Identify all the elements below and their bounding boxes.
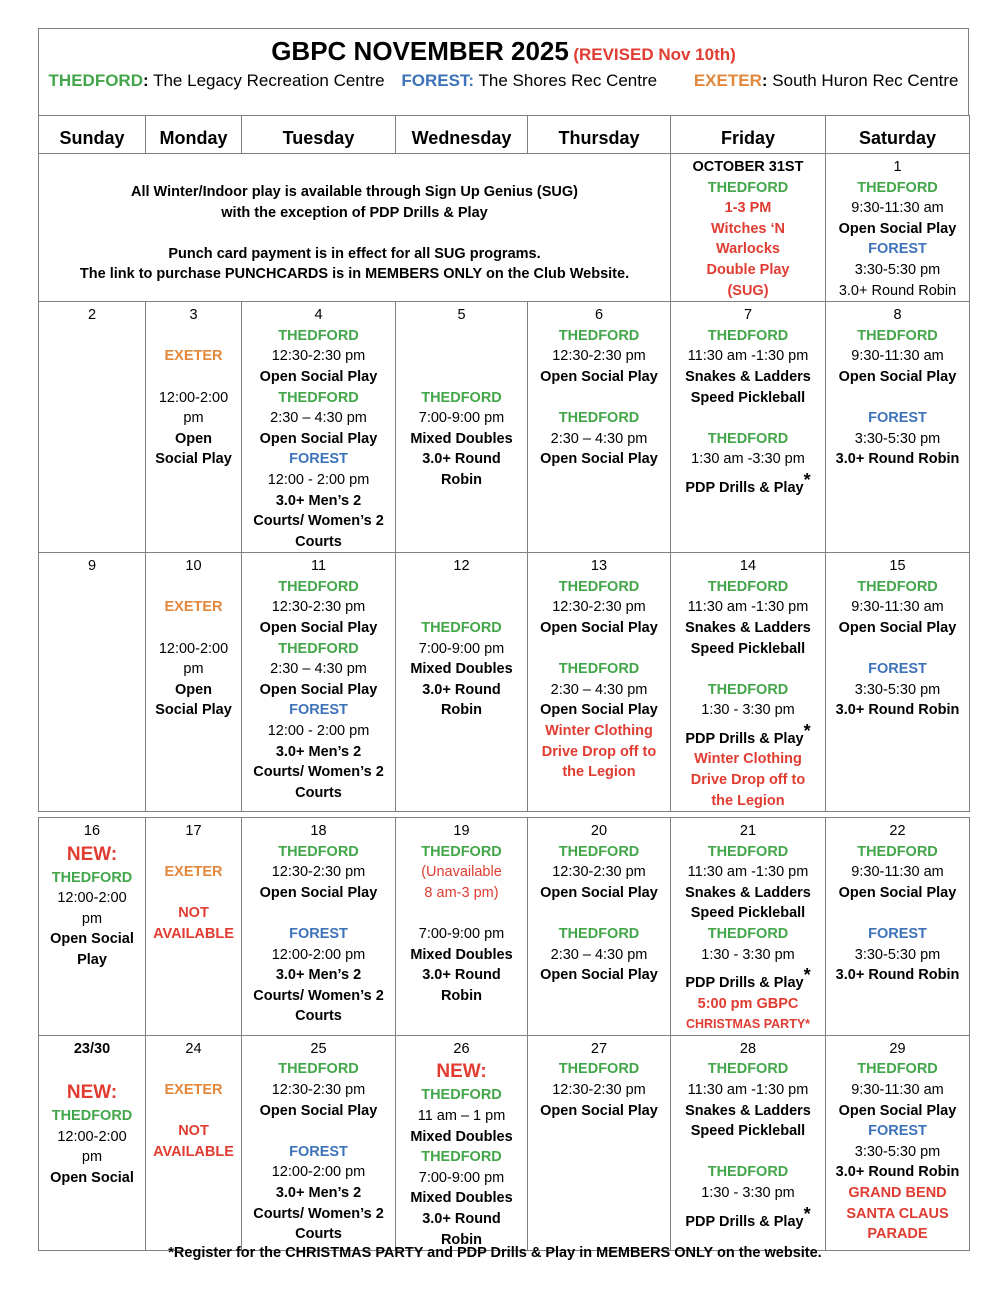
weekday-saturday: Saturday bbox=[826, 116, 970, 154]
day-cell-6: 6 THEDFORD 12:30-2:30 pm Open Social Play THEDFORD 2:30 – 4:30 pm Open Social Play bbox=[528, 302, 671, 553]
day-cell-4: 4 THEDFORD 12:30-2:30 pm Open Social Play THEDFORD 2:30 – 4:30 pm Open Social Play FOREST 12:00 - 2:00 pm 3.0+ Men’s 2 Courts/ Women’s 2 Courts bbox=[242, 302, 396, 553]
day-cell-29: 29 THEDFORD 9:30-11:30 am Open Social Play FOREST 3:30-5:30 pm 3.0+ Round Robin GRAND BEND SANTA CLAUS PARADE bbox=[826, 1035, 970, 1250]
weekday-wednesday: Wednesday bbox=[396, 116, 528, 154]
day-cell-1: 1 THEDFORD 9:30-11:30 am Open Social Play FOREST 3:30-5:30 pm 3.0+ Round Robin bbox=[826, 154, 970, 302]
day-cell-13: 13 THEDFORD 12:30-2:30 pm Open Social Play THEDFORD 2:30 – 4:30 pm Open Social Play Winter Clothing Drive Drop off to the Legion bbox=[528, 553, 671, 812]
day-cell-15: 15 THEDFORD 9:30-11:30 am Open Social Play FOREST 3:30-5:30 pm 3.0+ Round Robin bbox=[826, 553, 970, 812]
weekday-friday: Friday bbox=[671, 116, 826, 154]
day-cell-20: 20 THEDFORD 12:30-2:30 pm Open Social Play THEDFORD 2:30 – 4:30 pm Open Social Play bbox=[528, 818, 671, 1036]
legend-exeter-desc: South Huron Rec Centre bbox=[772, 71, 959, 90]
legend-forest-desc: The Shores Rec Centre bbox=[478, 71, 658, 90]
weekday-monday: Monday bbox=[146, 116, 242, 154]
calendar-header bbox=[38, 28, 969, 116]
day-cell-19: 19 THEDFORD (Unavailable 8 am-3 pm) 7:00-9:00 pm Mixed Doubles 3.0+ Round Robin bbox=[396, 818, 528, 1036]
day-cell-22: 22 THEDFORD 9:30-11:30 am Open Social Play FOREST 3:30-5:30 pm 3.0+ Round Robin bbox=[826, 818, 970, 1036]
revised-note: (REVISED Nov 10th) bbox=[573, 45, 736, 64]
day-cell-23-30: 23/30 NEW: THEDFORD 12:00-2:00 pm Open Social bbox=[39, 1035, 146, 1250]
day-cell-25: 25 THEDFORD 12:30-2:30 pm Open Social Play FOREST 12:00-2:00 pm 3.0+ Men’s 2 Courts/ Women’s 2 Courts bbox=[242, 1035, 396, 1250]
day-cell-18: 18 THEDFORD 12:30-2:30 pm Open Social Play FOREST 12:00-2:00 pm 3.0+ Men’s 2 Courts/ Women’s 2 Courts bbox=[242, 818, 396, 1036]
weekday-sunday: Sunday bbox=[39, 116, 146, 154]
day-cell-oct31: OCTOBER 31ST THEDFORD 1-3 PM Witches ‘N Warlocks Double Play (SUG) bbox=[671, 154, 826, 302]
day-cell-14: 14 THEDFORD 11:30 am -1:30 pm Snakes & Ladders Speed Pickleball THEDFORD 1:30 - 3:30 pm PDP Drills & Play* Winter Clothing Drive Drop off to the Legion bbox=[671, 553, 826, 812]
day-cell-5: 5 THEDFORD 7:00-9:00 pm Mixed Doubles 3.0+ Round Robin bbox=[396, 302, 528, 553]
weekday-header-row bbox=[39, 116, 970, 154]
weekday-thursday: Thursday bbox=[528, 116, 671, 154]
day-cell-16: 16 NEW: THEDFORD 12:00-2:00 pm Open Social Play bbox=[39, 818, 146, 1036]
week-row-3 bbox=[39, 818, 970, 1036]
title-text: GBPC NOVEMBER 2025 bbox=[271, 36, 569, 66]
day-cell-9: 9 bbox=[39, 553, 146, 812]
day-cell-24: 24 EXETER NOT AVAILABLE bbox=[146, 1035, 242, 1250]
page-title bbox=[39, 36, 968, 67]
day-cell-8: 8 THEDFORD 9:30-11:30 am Open Social Play FOREST 3:30-5:30 pm 3.0+ Round Robin bbox=[826, 302, 970, 553]
legend-forest-name: FOREST bbox=[401, 71, 469, 90]
legend-thedford-desc: The Legacy Recreation Centre bbox=[153, 71, 385, 90]
day-cell-21: 21 THEDFORD 11:30 am -1:30 pm Snakes & Ladders Speed Pickleball THEDFORD 1:30 - 3:30 pm PDP Drills & Play* 5:00 pm GBPC CHRISTMAS PARTY* bbox=[671, 818, 826, 1036]
calendar-table-top bbox=[38, 115, 970, 812]
week-row-2 bbox=[39, 553, 970, 812]
legend-exeter-name: EXETER bbox=[693, 71, 762, 90]
weekday-tuesday: Tuesday bbox=[242, 116, 396, 154]
day-cell-17: 17 EXETER NOT AVAILABLE bbox=[146, 818, 242, 1036]
day-cell-12: 12 THEDFORD 7:00-9:00 pm Mixed Doubles 3.0+ Round Robin bbox=[396, 553, 528, 812]
footer-note: *Register for the CHRISTMAS PARTY and PDP Drills & Play in MEMBERS ONLY on the website. bbox=[168, 1245, 822, 1261]
day-cell-28: 28 THEDFORD 11:30 am -1:30 pm Snakes & Ladders Speed Pickleball THEDFORD 1:30 - 3:30 pm PDP Drills & Play* bbox=[671, 1035, 826, 1250]
day-cell-3: 3 EXETER 12:00-2:00 pm Open Social Play bbox=[146, 302, 242, 553]
legend-thedford-name: THEDFORD bbox=[48, 71, 143, 90]
day-cell-27: 27 THEDFORD 12:30-2:30 pm Open Social Play bbox=[528, 1035, 671, 1250]
day-cell-26: 26 NEW: THEDFORD 11 am – 1 pm Mixed Doubles THEDFORD 7:00-9:00 pm Mixed Doubles 3.0+ Round Robin bbox=[396, 1035, 528, 1250]
locations-legend: THEDFORD: The Legacy Recreation Centre FOREST: The Shores Rec Centre EXETER: South Huron Rec Centre bbox=[48, 71, 959, 90]
week-row-4 bbox=[39, 1035, 970, 1250]
day-cell-10: 10 EXETER 12:00-2:00 pm Open Social Play bbox=[146, 553, 242, 812]
day-cell-11: 11 THEDFORD 12:30-2:30 pm Open Social Play THEDFORD 2:30 – 4:30 pm Open Social Play FOREST 12:00 - 2:00 pm 3.0+ Men’s 2 Courts/ Women’s 2 Courts bbox=[242, 553, 396, 812]
sug-notice: All Winter/Indoor play is available through Sign Up Genius (SUG) with the exception of PDP Drills & Play Punch card payment is in effect for all SUG programs. The link to purchase PUNCHCARDS is in MEMBERS ONLY on the Club Website. bbox=[39, 154, 671, 302]
day-cell-7: 7 THEDFORD 11:30 am -1:30 pm Snakes & Ladders Speed Pickleball THEDFORD 1:30 am -3:30 pm PDP Drills & Play* bbox=[671, 302, 826, 553]
week-row-0 bbox=[39, 154, 970, 302]
week-row-1 bbox=[39, 302, 970, 553]
day-cell-2: 2 bbox=[39, 302, 146, 553]
calendar-table-bottom bbox=[38, 817, 970, 1251]
